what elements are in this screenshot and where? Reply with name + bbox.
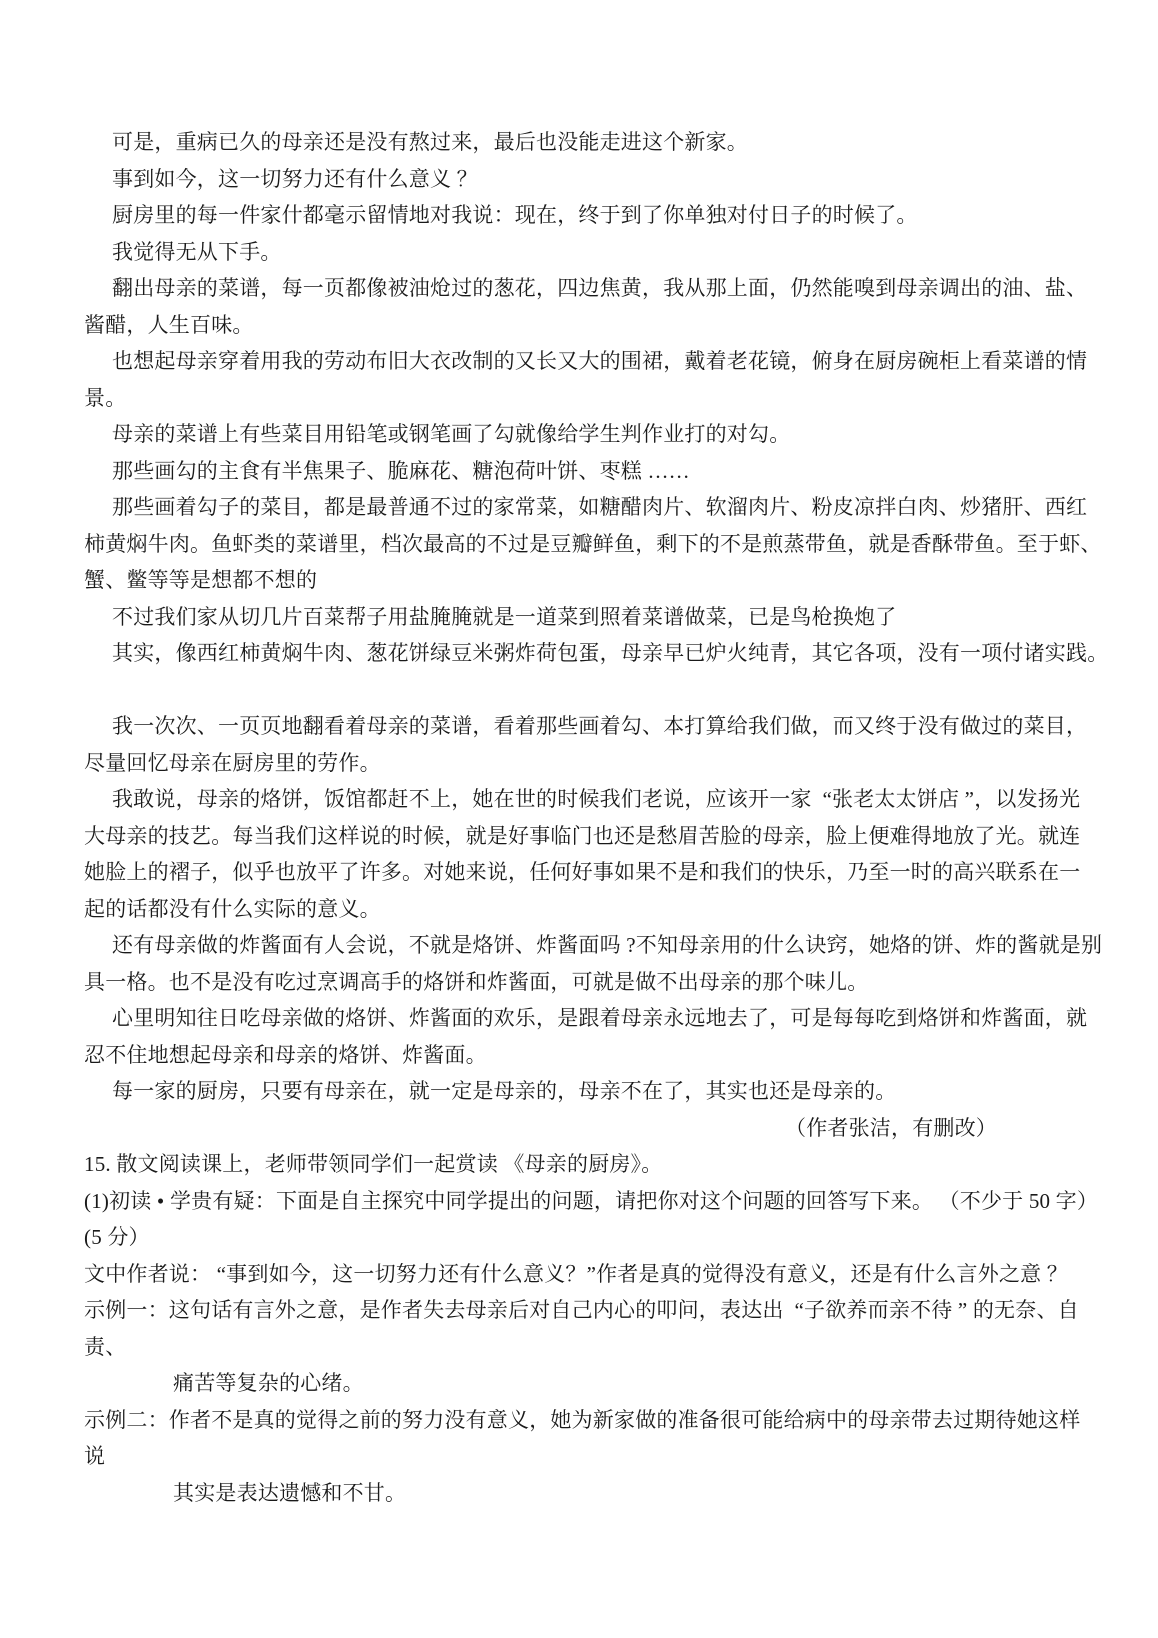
passage-line: 景。	[84, 385, 127, 410]
question-line: 痛苦等复杂的心绪。	[173, 1371, 364, 1395]
passage-line: 母亲的菜谱上有些菜目用铅笔或钢笔画了勾就像给学生判作业打的对勾。	[112, 422, 791, 446]
passage-line: 我觉得无从下手。	[112, 239, 282, 264]
passage-line: 尽量回忆母亲在厨房里的劳作。	[84, 750, 381, 775]
passage-line: 具一格。也不是没有吃过烹调高手的烙饼和炸酱面，可就是做不出母亲的那个味儿。	[84, 969, 869, 994]
question-line: 示例一：这句话有言外之意，是作者失去母亲后对自己内心的叩问，表达出 “子欲养而亲不待 ” 的无奈、自	[84, 1298, 1079, 1322]
passage-line: 也想起母亲穿着用我的劳动布旧大衣改制的又长又大的围裙，戴着老花镜，俯身在厨房碗柜上看菜谱的情	[112, 349, 1088, 373]
passage-line: 每一家的厨房，只要有母亲在，就一定是母亲的，母亲不在了，其实也还是母亲的。	[112, 1079, 897, 1103]
question-line: 说	[84, 1444, 106, 1468]
question-line: 其实是表达遗憾和不甘。	[173, 1480, 407, 1505]
question-line: 责、	[84, 1334, 127, 1359]
passage-line: 那些画勾的主食有半焦果子、脆麻花、糖泡荷叶饼、枣糕 ……	[112, 458, 690, 483]
passage-line: 其实，像西红柿黄焖牛肉、葱花饼绿豆米粥炸荷包蛋，母亲早已炉火纯青，其它各项，没有一项付诸实践。	[112, 641, 1109, 665]
question-line: 15. 散文阅读课上，老师带领同学们一起赏读 《母亲的厨房》。	[84, 1152, 663, 1176]
passage-line: 那些画着勾子的菜目，都是最普通不过的家常菜，如糖醋肉片、软溜肉片、粉皮凉拌白肉、炒猪肝、西红	[112, 495, 1088, 519]
question-line: (1)初读 • 学贵有疑：下面是自主探究中同学提出的问题，请把你对这个问题的回答写下来。 （不少于 50 字）	[84, 1188, 1099, 1213]
passage-line: 起的话都没有什么实际的意义。	[84, 896, 381, 921]
question-lines	[84, 1146, 1099, 1511]
passage-line: 酱醋，人生百味。	[84, 312, 254, 337]
passage-line: 不过我们家从切几片百菜帮子用盐腌腌就是一道菜到照着菜谱做菜，已是鸟枪换炮了	[112, 604, 897, 629]
question-line: (5 分）	[84, 1225, 150, 1249]
passage-line	[84, 672, 1076, 709]
passage-line: 事到如今，这一切努力还有什么意义 ？	[112, 166, 478, 191]
passage-line: 还有母亲做的炸酱面有人会说，不就是烙饼、炸酱面吗 ?不知母亲用的什么诀窍，她烙的饼、炸的酱就是别	[112, 933, 1103, 957]
passage-lines	[84, 124, 1109, 1110]
passage-line: 我敢说，母亲的烙饼，饭馆都赶不上，她在世的时候我们老说，应该开一家 “张老太太饼店 ”，以发扬光	[112, 787, 1081, 811]
passage-line: 大母亲的技艺。每当我们这样说的时候，就是好事临门也还是愁眉苦脸的母亲，脸上便难得地放了光。就连	[84, 823, 1081, 848]
question-line: 示例二：作者不是真的觉得之前的努力没有意义，她为新家做的准备很可能给病中的母亲带去过期待她这样	[84, 1407, 1081, 1432]
passage-line: 我一次次、一页页地翻看着母亲的菜谱，看着那些画着勾、本打算给我们做，而又终于没有做过的菜目，	[112, 714, 1088, 738]
passage-line: 厨房里的每一件家什都毫示留情地对我说：现在，终于到了你单独对付日子的时候了。	[112, 203, 918, 227]
passage-line: 翻出母亲的菜谱，每一页都像被油炝过的葱花，四边焦黄，我从那上面，仍然能嗅到母亲调出的油、盐、	[112, 276, 1088, 300]
passage-line: 心里明知往日吃母亲做的烙饼、炸酱面的欢乐，是跟着母亲永远地去了，可是每每吃到烙饼和炸酱面，就	[112, 1006, 1088, 1030]
attribution-line: （作者张洁，有删改）	[785, 1115, 997, 1140]
passage-line: 她脸上的褶子，似乎也放平了许多。对她来说，任何好事如果不是和我们的快乐，乃至一时的高兴联系在一	[84, 860, 1081, 884]
question-line: 文中作者说： “事到如今，这一切努力还有什么意义？”作者是真的觉得没有意义，还是有什么言外之意 ？	[84, 1261, 1068, 1286]
passage-line: 柿黄焖牛肉。鱼虾类的菜谱里，档次最高的不过是豆瓣鲜鱼，剩下的不是煎蒸带鱼，就是香酥带鱼。至于虾、	[84, 531, 1102, 556]
passage-line: 忍不住地想起母亲和母亲的烙饼、炸酱面。	[84, 1042, 487, 1067]
page-content	[84, 124, 1109, 1511]
passage-line: 可是，重病已久的母亲还是没有熬过来，最后也没能走进这个新家。	[112, 130, 748, 154]
passage-line: 蟹、鳖等等是想都不想的	[84, 568, 318, 592]
